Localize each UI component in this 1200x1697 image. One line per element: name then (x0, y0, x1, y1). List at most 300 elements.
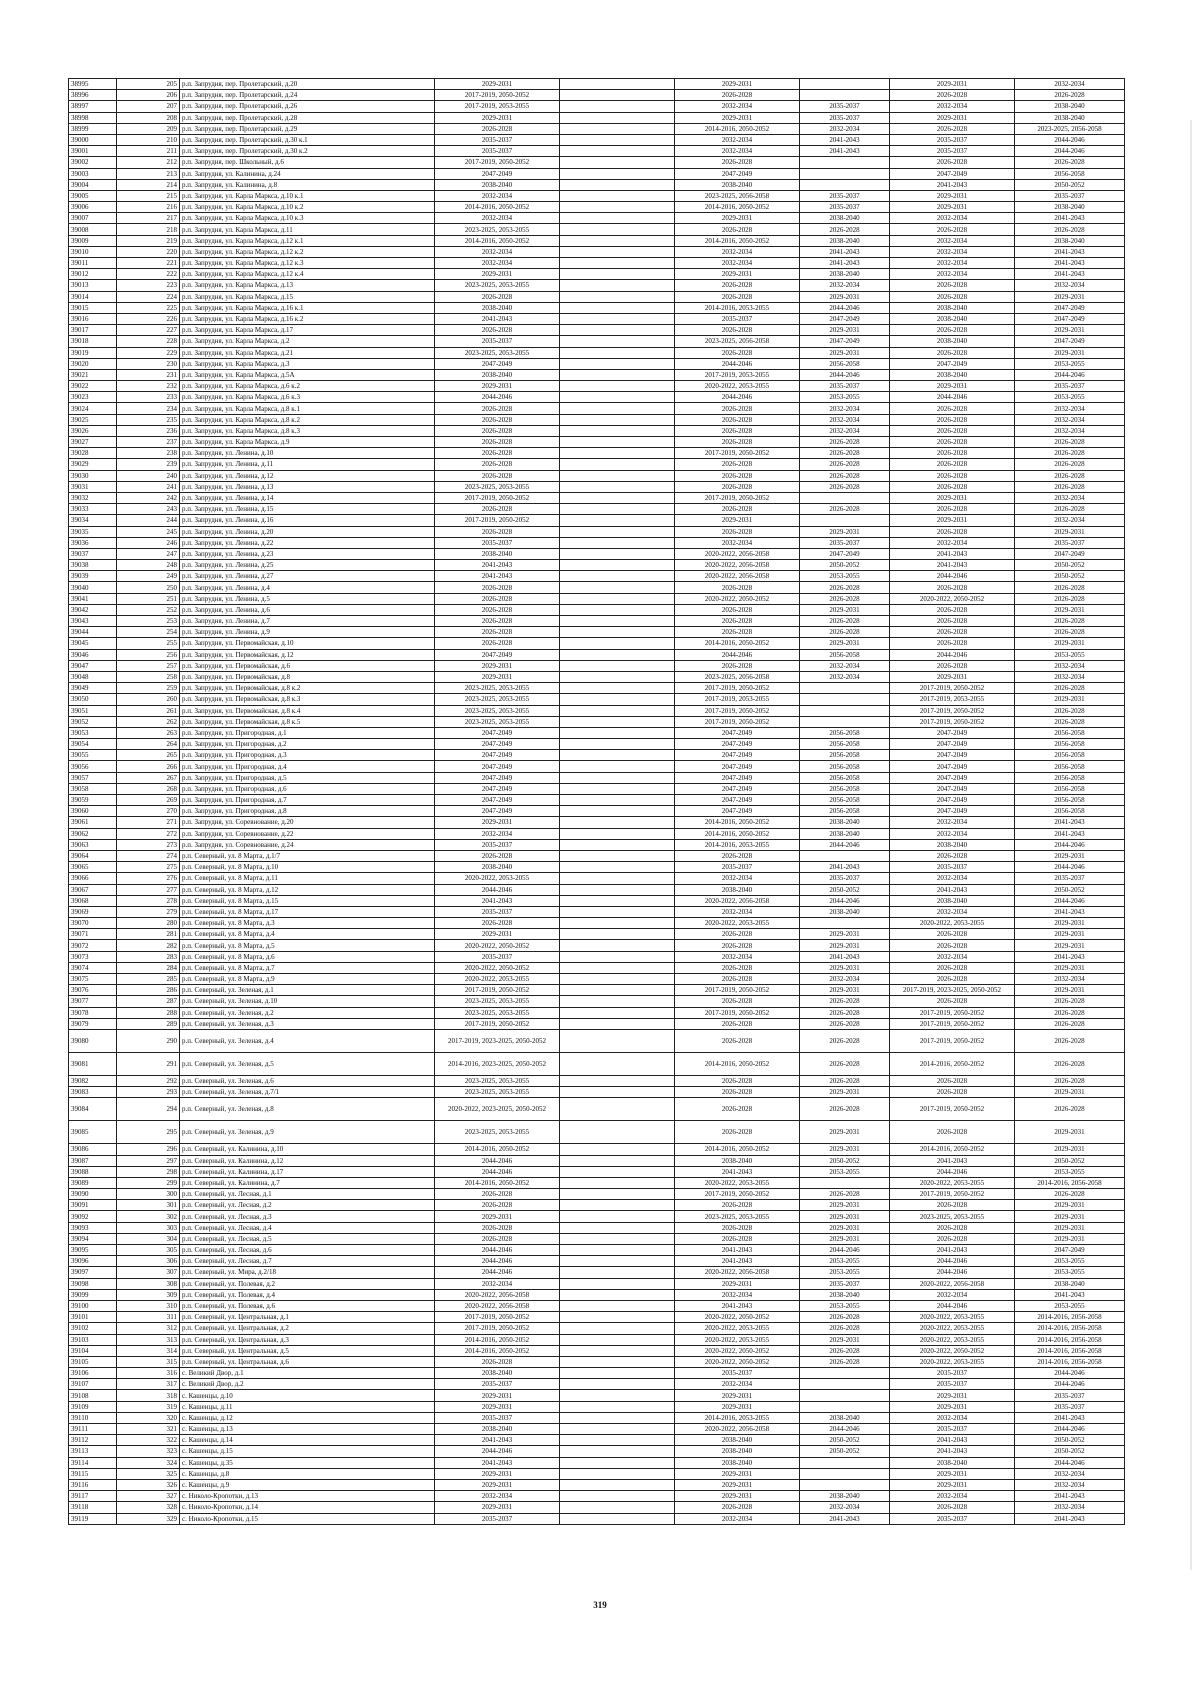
cell-address: р.п. Северный, ул. Лесная, д.1 (180, 1189, 435, 1200)
cell-row-number: 241 (117, 481, 180, 492)
cell-period-2 (560, 437, 675, 448)
table-row (69, 325, 1125, 336)
table-row (69, 996, 1125, 1007)
cell-period-3: 2026-2028 (675, 1075, 800, 1086)
cell-code: 39028 (69, 448, 117, 459)
table-row (69, 1390, 1125, 1401)
cell-period-5: 2029-2031 (890, 515, 1015, 526)
cell-period-2 (560, 459, 675, 470)
cell-period-5: 2026-2028 (890, 962, 1015, 973)
cell-period-6: 2032-2034 (1015, 280, 1125, 291)
table-row (69, 683, 1125, 694)
cell-row-number: 301 (117, 1200, 180, 1211)
cell-code: 39080 (69, 1029, 117, 1052)
cell-period-1: 2014-2016, 2050-2052 (435, 1345, 560, 1356)
cell-address: р.п. Запрудня, ул. Ленина, д.25 (180, 560, 435, 571)
cell-period-6: 2026-2028 (1015, 504, 1125, 515)
cell-period-4 (800, 683, 890, 694)
cell-code: 39053 (69, 727, 117, 738)
cell-period-3: 2014-2016, 2050-2052 (675, 123, 800, 134)
cell-address: р.п. Запрудня, ул. Карла Маркса, д.6 к.2 (180, 381, 435, 392)
cell-period-3: 2023-2025, 2056-2058 (675, 190, 800, 201)
table-row (69, 1379, 1125, 1390)
cell-period-2 (560, 1155, 675, 1166)
cell-period-1: 2023-2025, 2053-2055 (435, 347, 560, 358)
cell-row-number: 305 (117, 1245, 180, 1256)
cell-period-3: 2047-2049 (675, 806, 800, 817)
cell-period-4: 2050-2052 (800, 884, 890, 895)
cell-period-5: 2026-2028 (890, 1075, 1015, 1086)
cell-period-5: 2044-2046 (890, 392, 1015, 403)
table-row (69, 806, 1125, 817)
cell-period-3: 2020-2022, 2053-2055 (675, 1177, 800, 1188)
cell-row-number: 249 (117, 571, 180, 582)
cell-row-number: 272 (117, 828, 180, 839)
cell-period-2 (560, 783, 675, 794)
cell-period-3: 2017-2019, 2050-2052 (675, 683, 800, 694)
cell-period-4 (800, 492, 890, 503)
cell-period-2 (560, 660, 675, 671)
cell-row-number: 298 (117, 1166, 180, 1177)
cell-period-6: 2038-2040 (1015, 112, 1125, 123)
cell-period-6: 2050-2052 (1015, 1155, 1125, 1166)
cell-period-2 (560, 627, 675, 638)
cell-period-4: 2029-2031 (800, 1121, 890, 1144)
cell-period-6: 2026-2028 (1015, 224, 1125, 235)
cell-period-1: 2035-2037 (435, 537, 560, 548)
cell-period-4: 2041-2043 (800, 146, 890, 157)
cell-period-1: 2020-2022, 2050-2052 (435, 940, 560, 951)
cell-period-5: 2026-2028 (890, 1121, 1015, 1144)
cell-code: 39023 (69, 392, 117, 403)
cell-period-4: 2026-2028 (800, 224, 890, 235)
cell-code: 39094 (69, 1233, 117, 1244)
cell-code: 39075 (69, 974, 117, 985)
cell-period-4: 2029-2031 (800, 325, 890, 336)
cell-address: с. Николо-Кропотки, д.15 (180, 1513, 435, 1524)
cell-period-4: 2056-2058 (800, 750, 890, 761)
cell-period-6: 2044-2046 (1015, 895, 1125, 906)
cell-period-4: 2032-2034 (800, 425, 890, 436)
table-row (69, 258, 1125, 269)
cell-period-2 (560, 168, 675, 179)
cell-period-2 (560, 1412, 675, 1423)
cell-row-number: 313 (117, 1334, 180, 1345)
cell-period-5: 2041-2043 (890, 548, 1015, 559)
cell-period-1: 2035-2037 (435, 336, 560, 347)
table-row (69, 1356, 1125, 1367)
cell-period-1: 2026-2028 (435, 638, 560, 649)
cell-period-5: 2029-2031 (890, 1479, 1015, 1490)
cell-period-4: 2041-2043 (800, 134, 890, 145)
cell-address: р.п. Запрудня, ул. Карла Маркса, д.5А (180, 369, 435, 380)
cell-period-5: 2026-2028 (890, 929, 1015, 940)
cell-period-2 (560, 940, 675, 951)
cell-period-1: 2035-2037 (435, 906, 560, 917)
cell-address: р.п. Запрудня, ул. Первомайская, д.10 (180, 638, 435, 649)
cell-period-5: 2038-2040 (890, 336, 1015, 347)
cell-period-4: 2056-2058 (800, 761, 890, 772)
cell-period-2 (560, 1075, 675, 1086)
table-row (69, 302, 1125, 313)
cell-address: с. Кашенцы, д.13 (180, 1424, 435, 1435)
cell-period-5: 2044-2046 (890, 1166, 1015, 1177)
cell-period-6: 2044-2046 (1015, 862, 1125, 873)
cell-address: р.п. Запрудня, ул. Карла Маркса, д.12 к.1 (180, 235, 435, 246)
cell-period-4: 2044-2046 (800, 839, 890, 850)
cell-address: р.п. Запрудня, пер. Пролетарский, д.28 (180, 112, 435, 123)
cell-address: р.п. Северный, ул. 8 Марта, д.4 (180, 929, 435, 940)
cell-period-4 (800, 918, 890, 929)
cell-address: р.п. Северный, ул. Полевая, д.6 (180, 1300, 435, 1311)
table-row (69, 123, 1125, 134)
cell-period-3: 2026-2028 (675, 996, 800, 1007)
cell-period-5: 2041-2043 (890, 1245, 1015, 1256)
cell-period-1: 2035-2037 (435, 839, 560, 850)
cell-period-3: 2014-2016, 2050-2052 (675, 1052, 800, 1075)
cell-period-4 (800, 1457, 890, 1468)
table-row (69, 1300, 1125, 1311)
cell-period-6: 2029-2031 (1015, 604, 1125, 615)
cell-period-3: 2026-2028 (675, 974, 800, 985)
cell-period-3: 2026-2028 (675, 459, 800, 470)
table-row (69, 783, 1125, 794)
table-row (69, 90, 1125, 101)
cell-period-3: 2029-2031 (675, 213, 800, 224)
cell-period-3: 2020-2022, 2056-2058 (675, 895, 800, 906)
cell-period-1: 2044-2046 (435, 392, 560, 403)
cell-address: р.п. Запрудня, ул. Карла Маркса, д.2 (180, 336, 435, 347)
cell-row-number: 278 (117, 895, 180, 906)
cell-period-2 (560, 280, 675, 291)
table-row (69, 1245, 1125, 1256)
cell-period-3: 2026-2028 (675, 940, 800, 951)
cell-address: р.п. Северный, ул. Мира, д.2/18 (180, 1267, 435, 1278)
cell-period-2 (560, 739, 675, 750)
cell-period-4: 2041-2043 (800, 258, 890, 269)
cell-row-number: 328 (117, 1502, 180, 1513)
cell-period-6: 2029-2031 (1015, 929, 1125, 940)
table-row (69, 1029, 1125, 1052)
cell-period-4: 2026-2028 (800, 1098, 890, 1121)
cell-row-number: 238 (117, 448, 180, 459)
cell-period-6: 2053-2055 (1015, 1256, 1125, 1267)
cell-period-6: 2029-2031 (1015, 850, 1125, 861)
cell-period-2 (560, 884, 675, 895)
cell-period-5: 2017-2019, 2050-2052 (890, 1007, 1015, 1018)
cell-row-number: 299 (117, 1177, 180, 1188)
cell-period-1: 2041-2043 (435, 1435, 560, 1446)
cell-period-5: 2026-2028 (890, 850, 1015, 861)
cell-address: р.п. Запрудня, ул. Пригородная, д.3 (180, 750, 435, 761)
cell-row-number: 303 (117, 1222, 180, 1233)
cell-code: 39055 (69, 750, 117, 761)
cell-address: р.п. Запрудня, пер. Пролетарский, д.26 (180, 101, 435, 112)
cell-period-3: 2038-2040 (675, 1155, 800, 1166)
cell-code: 39034 (69, 515, 117, 526)
cell-address: р.п. Запрудня, ул. Карла Маркса, д.3 (180, 358, 435, 369)
table-row (69, 974, 1125, 985)
cell-code: 39017 (69, 325, 117, 336)
cell-row-number: 274 (117, 850, 180, 861)
cell-period-3: 2038-2040 (675, 179, 800, 190)
cell-period-3: 2014-2016, 2050-2052 (675, 817, 800, 828)
cell-period-4: 2047-2049 (800, 548, 890, 559)
cell-address: с. Николо-Кропотки, д.13 (180, 1491, 435, 1502)
cell-period-6: 2026-2028 (1015, 616, 1125, 627)
cell-period-2 (560, 1029, 675, 1052)
cell-period-4: 2026-2028 (800, 582, 890, 593)
cell-period-4: 2035-2037 (800, 1278, 890, 1289)
cell-period-5: 2038-2040 (890, 895, 1015, 906)
cell-row-number: 244 (117, 515, 180, 526)
cell-code: 39079 (69, 1018, 117, 1029)
table-row (69, 101, 1125, 112)
cell-address: р.п. Запрудня, ул. Пригородная, д.2 (180, 739, 435, 750)
cell-row-number: 247 (117, 548, 180, 559)
table-row (69, 202, 1125, 213)
cell-period-4: 2029-2031 (800, 985, 890, 996)
cell-address: р.п. Запрудня, ул. Карла Маркса, д.9 (180, 437, 435, 448)
cell-period-3: 2032-2034 (675, 1379, 800, 1390)
cell-period-3: 2017-2019, 2050-2052 (675, 1189, 800, 1200)
cell-period-6: 2053-2055 (1015, 1267, 1125, 1278)
cell-code: 39044 (69, 627, 117, 638)
cell-period-1: 2032-2034 (435, 1278, 560, 1289)
cell-period-5: 2047-2049 (890, 727, 1015, 738)
cell-period-5: 2032-2034 (890, 951, 1015, 962)
cell-address: р.п. Северный, ул. 8 Марта, д.11 (180, 873, 435, 884)
cell-period-2 (560, 1211, 675, 1222)
table-row (69, 1289, 1125, 1300)
cell-period-6: 2026-2028 (1015, 1075, 1125, 1086)
cell-address: р.п. Северный, ул. 8 Марта, д.5 (180, 940, 435, 951)
table-row (69, 850, 1125, 861)
cell-period-2 (560, 414, 675, 425)
cell-address: р.п. Северный, ул. Лесная, д.5 (180, 1233, 435, 1244)
cell-code: 39077 (69, 996, 117, 1007)
cell-period-3: 2023-2025, 2056-2058 (675, 336, 800, 347)
cell-period-4: 2035-2037 (800, 381, 890, 392)
cell-period-4: 2026-2028 (800, 1007, 890, 1018)
cell-period-2 (560, 481, 675, 492)
cell-period-6: 2050-2052 (1015, 1446, 1125, 1457)
cell-period-3: 2047-2049 (675, 761, 800, 772)
table-row (69, 1087, 1125, 1098)
cell-code: 39093 (69, 1222, 117, 1233)
cell-period-3: 2032-2034 (675, 101, 800, 112)
cell-address: р.п. Северный, ул. 8 Марта, д.7 (180, 962, 435, 973)
cell-row-number: 285 (117, 974, 180, 985)
cell-period-3: 2020-2022, 2053-2055 (675, 1323, 800, 1334)
cell-period-2 (560, 1052, 675, 1075)
cell-code: 39030 (69, 470, 117, 481)
cell-period-5: 2026-2028 (890, 481, 1015, 492)
cell-row-number: 267 (117, 772, 180, 783)
cell-period-5: 2026-2028 (890, 157, 1015, 168)
cell-period-4: 2056-2058 (800, 358, 890, 369)
cell-code: 39118 (69, 1502, 117, 1513)
cell-row-number: 214 (117, 179, 180, 190)
cell-address: р.п. Северный, ул. Зеленая, д.10 (180, 996, 435, 1007)
cell-period-5: 2047-2049 (890, 783, 1015, 794)
cell-period-6: 2041-2043 (1015, 951, 1125, 962)
cell-address: р.п. Северный, ул. 8 Марта, д.15 (180, 895, 435, 906)
cell-row-number: 260 (117, 694, 180, 705)
cell-period-3: 2020-2022, 2050-2052 (675, 593, 800, 604)
table-row (69, 1424, 1125, 1435)
cell-address: р.п. Запрудня, ул. Ленина, д.23 (180, 548, 435, 559)
cell-row-number: 312 (117, 1323, 180, 1334)
cell-code: 39004 (69, 179, 117, 190)
cell-period-3: 2017-2019, 2050-2052 (675, 1007, 800, 1018)
cell-period-4: 2038-2040 (800, 828, 890, 839)
cell-period-6: 2038-2040 (1015, 1278, 1125, 1289)
cell-address: р.п. Запрудня, ул. Пригородная, д.1 (180, 727, 435, 738)
cell-period-1: 2029-2031 (435, 1502, 560, 1513)
cell-period-4 (800, 1379, 890, 1390)
cell-period-2 (560, 157, 675, 168)
cell-period-2 (560, 906, 675, 917)
cell-address: с. Великий Двор, д.1 (180, 1368, 435, 1379)
cell-period-2 (560, 123, 675, 134)
cell-period-1: 2017-2019, 2050-2052 (435, 515, 560, 526)
cell-address: р.п. Запрудня, ул. Карла Маркса, д.12 к.3 (180, 258, 435, 269)
cell-period-3: 2026-2028 (675, 1018, 800, 1029)
cell-period-2 (560, 269, 675, 280)
cell-period-3: 2026-2028 (675, 280, 800, 291)
cell-row-number: 213 (117, 168, 180, 179)
cell-code: 39117 (69, 1491, 117, 1502)
cell-period-5: 2029-2031 (890, 1468, 1015, 1479)
cell-period-1: 2023-2025, 2053-2055 (435, 694, 560, 705)
cell-period-2 (560, 1468, 675, 1479)
cell-code: 39036 (69, 537, 117, 548)
cell-period-2 (560, 1390, 675, 1401)
cell-code: 39029 (69, 459, 117, 470)
cell-code: 39037 (69, 548, 117, 559)
cell-code: 39081 (69, 1052, 117, 1075)
cell-period-2 (560, 727, 675, 738)
table-row (69, 492, 1125, 503)
cell-code: 39048 (69, 671, 117, 682)
cell-code: 39092 (69, 1211, 117, 1222)
cell-period-5: 2017-2019, 2053-2055 (890, 694, 1015, 705)
cell-period-6: 2050-2052 (1015, 179, 1125, 190)
cell-address: р.п. Запрудня, ул. Карла Маркса, д.16 к.2 (180, 313, 435, 324)
cell-period-5: 2020-2022, 2056-2058 (890, 1278, 1015, 1289)
table-row (69, 1323, 1125, 1334)
cell-period-6: 2032-2034 (1015, 425, 1125, 436)
cell-period-4: 2038-2040 (800, 1289, 890, 1300)
cell-period-4 (800, 1401, 890, 1412)
cell-period-6: 2053-2055 (1015, 392, 1125, 403)
cell-address: р.п. Запрудня, ул. Первомайская, д.8 к.4 (180, 705, 435, 716)
cell-code: 39105 (69, 1356, 117, 1367)
cell-period-2 (560, 235, 675, 246)
cell-period-5: 2032-2034 (890, 1491, 1015, 1502)
cell-period-6: 2026-2028 (1015, 470, 1125, 481)
cell-period-6: 2041-2043 (1015, 213, 1125, 224)
cell-period-3: 2026-2028 (675, 627, 800, 638)
cell-period-3: 2026-2028 (675, 1502, 800, 1513)
cell-period-1: 2026-2028 (435, 448, 560, 459)
cell-period-6: 2041-2043 (1015, 1491, 1125, 1502)
cell-period-3: 2017-2019, 2053-2055 (675, 694, 800, 705)
cell-row-number: 209 (117, 123, 180, 134)
cell-period-3: 2029-2031 (675, 1278, 800, 1289)
cell-row-number: 239 (117, 459, 180, 470)
cell-period-5: 2032-2034 (890, 1412, 1015, 1423)
cell-period-3: 2026-2028 (675, 1098, 800, 1121)
cell-period-6: 2050-2052 (1015, 571, 1125, 582)
cell-period-3: 2026-2028 (675, 1121, 800, 1144)
cell-period-6: 2044-2046 (1015, 839, 1125, 850)
cell-row-number: 317 (117, 1379, 180, 1390)
table-row (69, 280, 1125, 291)
table-row (69, 929, 1125, 940)
cell-code: 39100 (69, 1300, 117, 1311)
cell-period-3: 2035-2037 (675, 862, 800, 873)
cell-period-6: 2038-2040 (1015, 235, 1125, 246)
cell-period-6: 2041-2043 (1015, 1289, 1125, 1300)
cell-period-3: 2029-2031 (675, 1468, 800, 1479)
cell-code: 39006 (69, 202, 117, 213)
cell-period-4: 2035-2037 (800, 112, 890, 123)
table-row (69, 179, 1125, 190)
cell-address: р.п. Запрудня, ул. Ленина, д.5 (180, 593, 435, 604)
cell-period-6: 2032-2034 (1015, 515, 1125, 526)
cell-period-6: 2029-2031 (1015, 1200, 1125, 1211)
cell-row-number: 263 (117, 727, 180, 738)
cell-row-number: 223 (117, 280, 180, 291)
cell-address: р.п. Запрудня, ул. Ленина, д.11 (180, 459, 435, 470)
cell-period-5: 2029-2031 (890, 112, 1015, 123)
table-row (69, 381, 1125, 392)
cell-period-5: 2020-2022, 2050-2052 (890, 1345, 1015, 1356)
cell-row-number: 234 (117, 403, 180, 414)
cell-period-1: 2014-2016, 2050-2052 (435, 1177, 560, 1188)
cell-period-2 (560, 1166, 675, 1177)
cell-code: 39038 (69, 560, 117, 571)
cell-period-1: 2026-2028 (435, 325, 560, 336)
cell-code: 39054 (69, 739, 117, 750)
cell-period-4: 2029-2031 (800, 1334, 890, 1345)
cell-period-1: 2026-2028 (435, 616, 560, 627)
cell-code: 39024 (69, 403, 117, 414)
cell-period-6: 2041-2043 (1015, 258, 1125, 269)
cell-code: 39009 (69, 235, 117, 246)
cell-period-5: 2035-2037 (890, 146, 1015, 157)
cell-address: р.п. Северный, ул. 8 Марта, д.3 (180, 918, 435, 929)
table-row (69, 940, 1125, 951)
cell-period-4 (800, 705, 890, 716)
table-row (69, 627, 1125, 638)
cell-row-number: 257 (117, 660, 180, 671)
cell-period-6: 2026-2028 (1015, 1052, 1125, 1075)
cell-code: 39068 (69, 895, 117, 906)
cell-address: р.п. Запрудня, ул. Карла Маркса, д.8 к.2 (180, 414, 435, 425)
cell-period-1: 2017-2019, 2050-2052 (435, 157, 560, 168)
cell-period-6: 2053-2055 (1015, 1166, 1125, 1177)
cell-row-number: 287 (117, 996, 180, 1007)
cell-period-1: 2029-2031 (435, 269, 560, 280)
cell-period-1: 2017-2019, 2050-2052 (435, 1323, 560, 1334)
table-row (69, 705, 1125, 716)
cell-period-5: 2044-2046 (890, 1256, 1015, 1267)
cell-row-number: 237 (117, 437, 180, 448)
cell-period-1: 2014-2016, 2050-2052 (435, 1144, 560, 1155)
